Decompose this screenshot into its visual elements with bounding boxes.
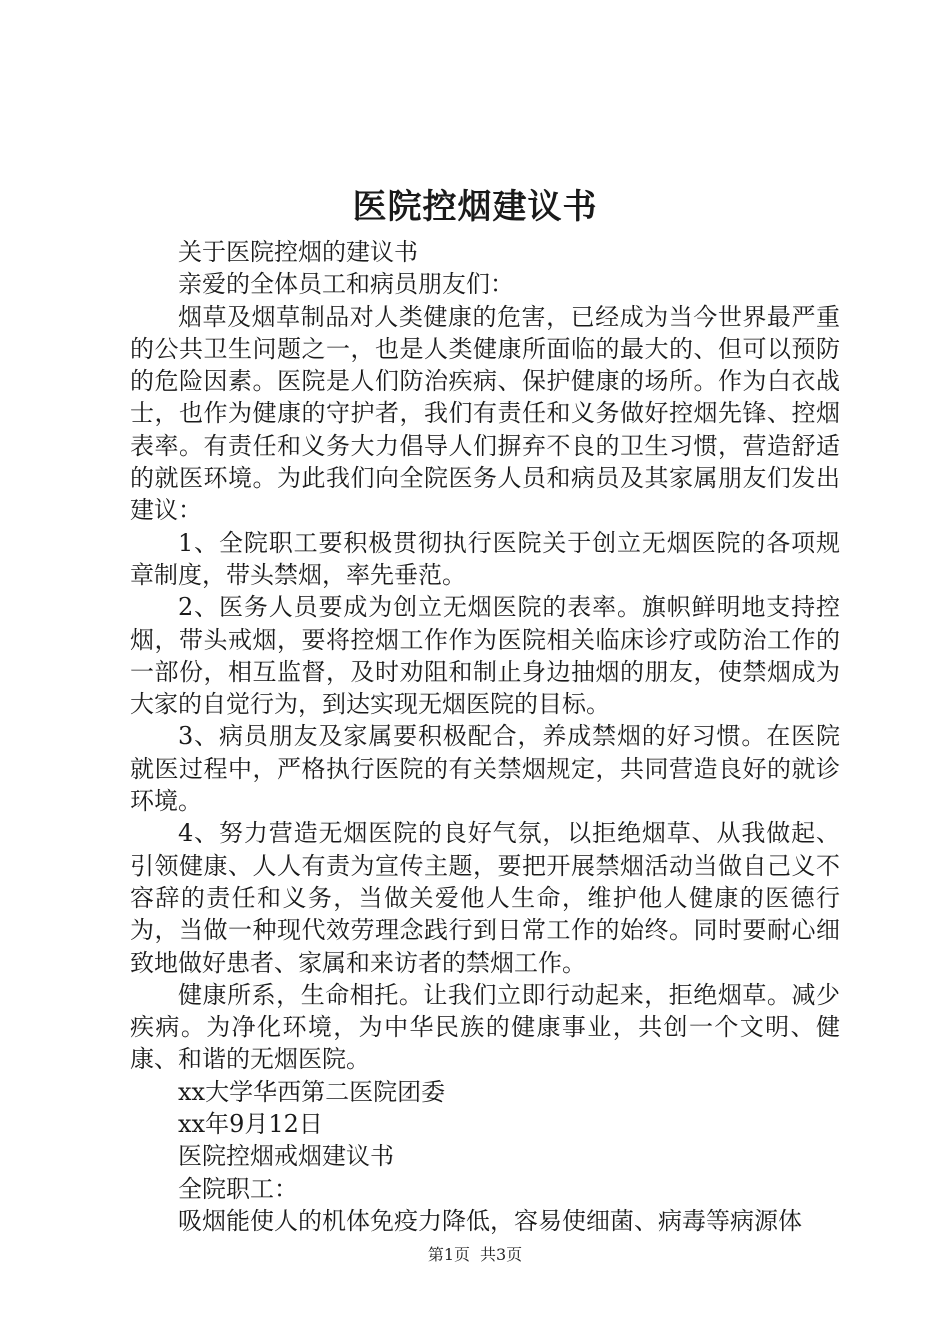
paragraph-item-1: 1、全院职工要积极贯彻执行医院关于创立无烟医院的各项规章制度，带头禁烟，率先垂范。 xyxy=(130,528,840,589)
paragraph-item-4: 4、努力营造无烟医院的良好气氛，以拒绝烟草、从我做起、引领健康、人人有责为宣传主题，要把开展禁烟活动当做自己义不容辞的责任和义务，当做关爱他人生命，维护他人健康的医德行为，当做一种现代效劳理念践行到日常工作的始终。同时要耐心细致地做好患者、家属和来访者的禁烟工作。 xyxy=(130,819,840,977)
paragraph-subtitle: 关于医院控烟的建议书 xyxy=(178,238,418,266)
paragraph-item-3: 3、病员朋友及家属要积极配合，养成禁烟的好习惯。在医院就医过程中，严格执行医院的有关禁烟规定，共同营造良好的就诊环境。 xyxy=(130,722,840,816)
paragraph-closing: 健康所系，生命相托。让我们立即行动起来，拒绝烟草。减少疾病。为净化环境，为中华民族的健康事业，共创一个文明、健康、和谐的无烟医院。 xyxy=(130,980,840,1074)
section-paragraph: 吸烟能使人的机体免疫力降低，容易使细菌、病毒等病源体 xyxy=(178,1206,802,1235)
document-title: 医院控烟建议书 xyxy=(352,187,598,227)
paragraph-item-2: 2、医务人员要成为创立无烟医院的表率。旗帜鲜明地支持控烟，带头戒烟，要将控烟工作作为医院相关临床诊疗或防治工作的一部份，相互监督，及时劝阻和制止身边抽烟的朋友，使禁烟成为大家的自觉行为，到达实现无烟医院的目标。 xyxy=(130,593,840,719)
document-body xyxy=(130,236,840,1237)
paragraph-salutation: 亲爱的全体员工和病员朋友们： xyxy=(178,270,514,299)
signature-date: xx年9月12日 xyxy=(178,1110,323,1139)
section-title: 医院控烟戒烟建议书 xyxy=(178,1142,394,1171)
paragraph-intro: 烟草及烟草制品对人类健康的危害，已经成为当今世界最严重的公共卫生问题之一，也是人类健康所面临的最大的、但可以预防的危险因素。医院是人们防治疾病、保护健康的场所。作为白衣战士，也作为健康的守护者，我们有责任和义务做好控烟先锋、控烟表率。有责任和义务大力倡导人们摒弃不良的卫生习惯，营造舒适的就医环境。为此我们向全院医务人员和病员及其家属朋友们发出建议： xyxy=(130,302,840,525)
signature-organization: xx大学华西第二医院团委 xyxy=(178,1077,446,1106)
page-total: 共3页 xyxy=(480,1245,523,1264)
page-number: 第1页 xyxy=(427,1245,470,1264)
page-footer xyxy=(0,1243,950,1267)
section-salutation: 全院职工： xyxy=(178,1174,298,1203)
